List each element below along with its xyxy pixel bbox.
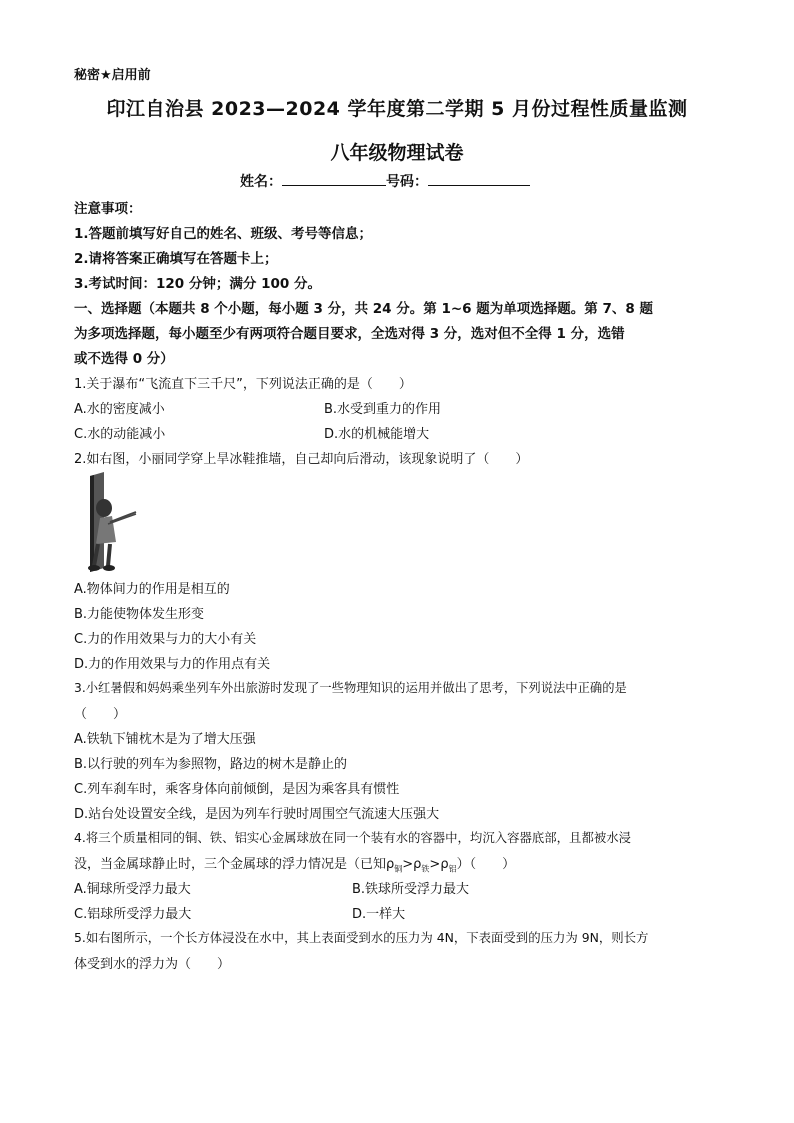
- question-2-stem: 2.如右图，小丽同学穿上旱冰鞋推墙，自己却向后滑动，该现象说明了（ ）: [74, 452, 529, 467]
- density-sub-iron: 铁: [421, 864, 430, 874]
- question-4-stem-post: ）（ ）: [456, 857, 516, 872]
- figure-girl-pushing-wall: [78, 472, 142, 572]
- question-1-option-a: A.水的密度减小: [74, 402, 165, 417]
- density-gt-1: >ρ: [402, 857, 422, 872]
- density-sub-copper: 铜: [394, 864, 403, 874]
- question-2-option-a: A.物体间力的作用是相互的: [74, 582, 230, 597]
- question-3-stem-line-2: （ ）: [74, 707, 127, 722]
- density-sub-aluminum: 铝: [448, 864, 457, 874]
- question-5-stem-line-2: 体受到水的浮力为（ ）: [74, 957, 231, 972]
- secret-mark: 秘密★启用前: [74, 68, 151, 83]
- section-heading-line-1: 一、选择题（本题共 8 个小题，每小题 3 分，共 24 分。第 1~6 题为单项选择题。第 7、8 题: [74, 301, 653, 317]
- notice-item-1: 1.答题前填写好自己的姓名、班级、考号等信息；: [74, 226, 373, 242]
- question-3-option-d: D.站台处设置安全线，是因为列车行驶时周围空气流速大压强大: [74, 807, 440, 822]
- question-5-stem-line-1: 5.如右图所示，一个长方体浸没在水中，其上表面受到水的压力为 4N，下表面受到的压力为 9N，则长方: [74, 930, 649, 945]
- name-number-line: [240, 171, 530, 191]
- question-2-option-c: C.力的作用效果与力的大小有关: [74, 632, 257, 647]
- question-4-option-d: D.一样大: [352, 907, 406, 922]
- notice-heading: 注意事项：: [74, 201, 142, 217]
- exam-title: 印江自治县 2023—2024 学年度第二学期 5 月份过程性质量监测: [106, 98, 688, 120]
- question-1-stem: 1.关于瀑布“飞流直下三千尺”，下列说法正确的是（ ）: [74, 377, 412, 392]
- section-heading-line-2: 为多项选择题，每小题至少有两项符合题目要求，全选对得 3 分，选对但不全得 1 分，选错: [74, 326, 625, 342]
- wall-edge: [90, 475, 94, 572]
- exam-subtitle: 八年级物理试卷: [330, 142, 464, 164]
- question-1-option-d: D.水的机械能增大: [324, 427, 430, 442]
- density-gt-2: >ρ: [429, 857, 449, 872]
- question-3-stem-line-1: 3.小红暑假和妈妈乘坐列车外出旅游时发现了一些物理知识的运用并做出了思考，下列说法中正确的是: [74, 681, 627, 695]
- question-2-option-d: D.力的作用效果与力的作用点有关: [74, 657, 271, 672]
- name-label: 姓名：: [240, 174, 282, 190]
- notice-item-3: 3.考试时间：120 分钟；满分 100 分。: [74, 276, 321, 292]
- question-3-option-b: B.以行驶的列车为参照物，路边的树木是静止的: [74, 757, 348, 772]
- name-blank[interactable]: [282, 173, 386, 186]
- girl-arm: [110, 512, 136, 522]
- question-4-stem-line-1: 4.将三个质量相同的铜、铁、铝实心金属球放在同一个装有水的容器中，均沉入容器底部，且都被水浸: [74, 830, 632, 845]
- question-4-option-c: C.铝球所受浮力最大: [74, 907, 192, 922]
- skate-left: [88, 565, 100, 571]
- question-3-option-a: A.铁轨下铺枕木是为了增大压强: [74, 732, 256, 747]
- question-2-option-b: B.力能使物体发生形变: [74, 607, 205, 622]
- notice-item-2: 2.请将答案正确填写在答题卡上；: [74, 251, 278, 267]
- question-4-stem-line-2: [74, 853, 515, 875]
- question-3-option-c: C.列车刹车时，乘客身体向前倾倒，是因为乘客具有惯性: [74, 782, 400, 797]
- section-heading-line-3: 或不选得 0 分）: [74, 351, 174, 367]
- girl-head: [96, 499, 112, 517]
- question-4-stem-pre: 没，当金属球静止时，三个金属球的浮力情况是（已知ρ: [74, 857, 395, 872]
- question-4-option-a: A.铜球所受浮力最大: [74, 882, 191, 897]
- question-4-option-b: B.铁球所受浮力最大: [352, 882, 470, 897]
- question-1-option-c: C.水的动能减小: [74, 427, 166, 442]
- question-1-option-b: B.水受到重力的作用: [324, 402, 442, 417]
- number-blank[interactable]: [428, 173, 530, 186]
- skate-right: [103, 565, 115, 571]
- number-label: 号码：: [386, 174, 428, 190]
